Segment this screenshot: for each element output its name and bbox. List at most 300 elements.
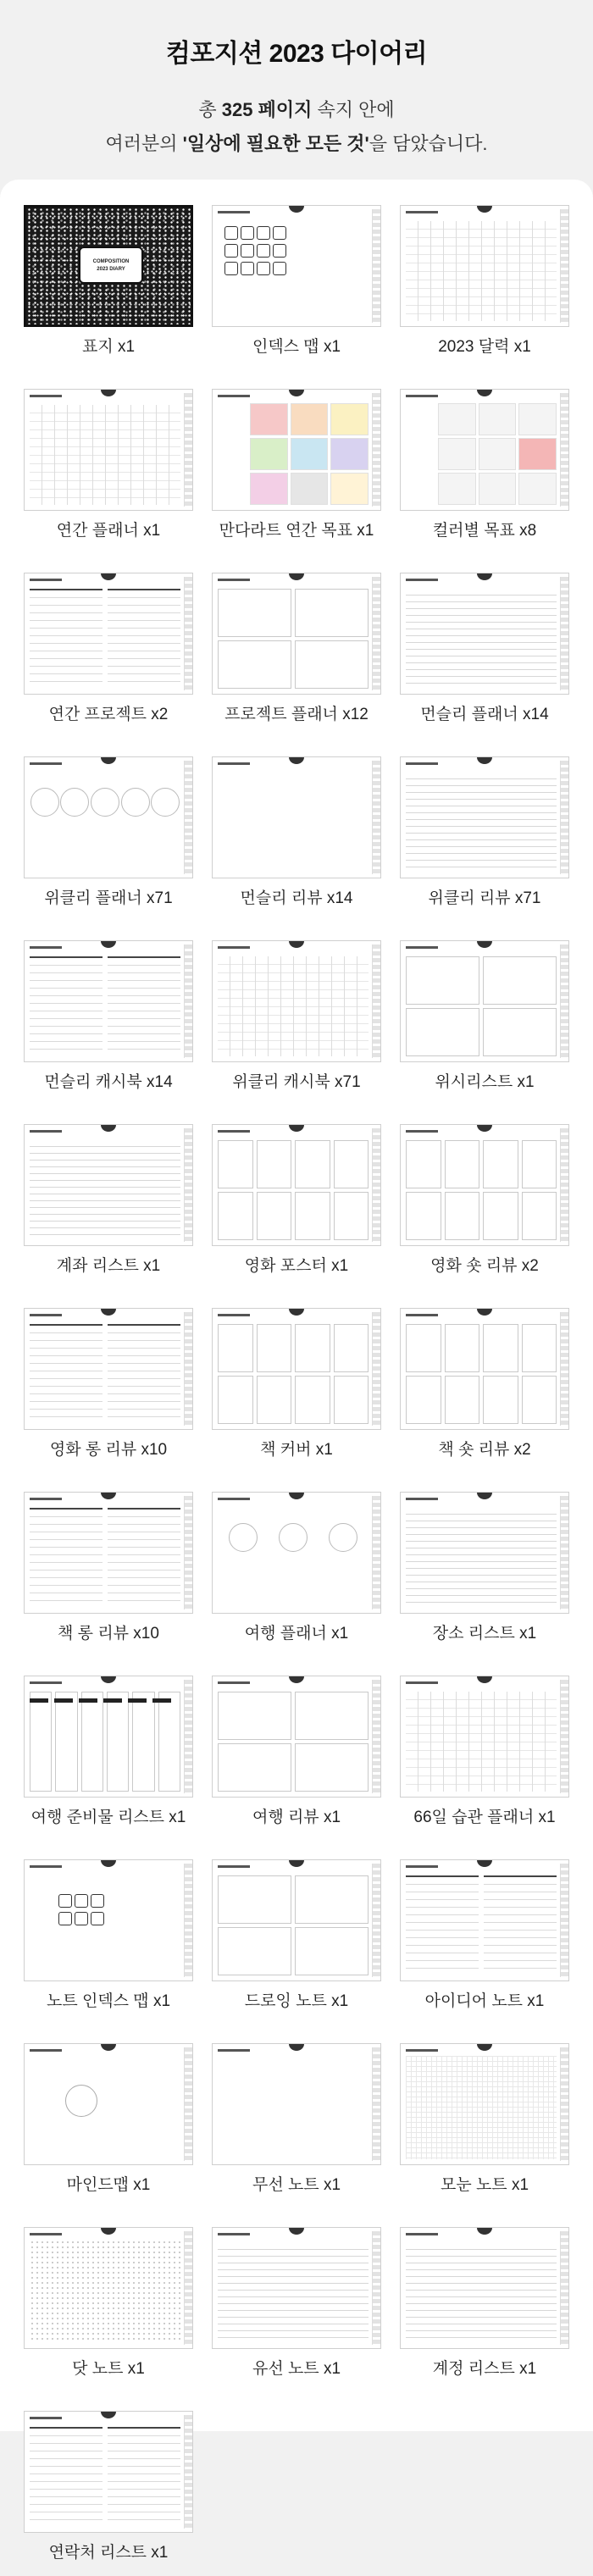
box (406, 1376, 441, 1424)
page-heading-bar (406, 1681, 438, 1684)
color-cell (330, 473, 369, 505)
page-type-label: 먼슬리 리뷰 x14 (240, 889, 353, 907)
color-cell (291, 438, 329, 470)
ruled-lines (218, 2243, 369, 2343)
index-tabs (372, 1864, 380, 1977)
icon-map (58, 1894, 103, 1925)
index-icon (58, 1912, 72, 1925)
page-heading-bar (406, 1130, 438, 1133)
binder-notch (101, 2227, 116, 2235)
box-grid (218, 1140, 369, 1240)
column (108, 2427, 180, 2527)
page-thumbnail (24, 1492, 193, 1614)
page-type-label: 연간 플래너 x1 (56, 522, 161, 540)
binder-notch (101, 2411, 116, 2418)
color-cell (330, 438, 369, 470)
index-icon (241, 226, 254, 240)
page-type-item (400, 1308, 569, 1473)
page-thumbnail (24, 940, 193, 1062)
circle (279, 1523, 308, 1552)
box (406, 956, 479, 1005)
page-thumbnail (24, 1859, 193, 1981)
index-tabs (372, 1680, 380, 1793)
page-heading-bar (218, 395, 250, 397)
page-thumbnail (212, 389, 381, 511)
index-tabs (372, 209, 380, 323)
index-icon (58, 1894, 72, 1908)
binder-notch (477, 940, 492, 948)
subtitle-text: 총 (198, 99, 222, 120)
box (406, 1008, 479, 1056)
index-icon (224, 262, 238, 275)
index-tabs (560, 1312, 568, 1426)
page-heading-bar (30, 1681, 62, 1684)
index-tabs (184, 1496, 192, 1609)
page-heading-bar (406, 2233, 438, 2235)
index-tabs (560, 945, 568, 1058)
color-grid (250, 403, 369, 505)
page-thumbnail (212, 1676, 381, 1798)
page-heading-bar (406, 2049, 438, 2052)
page-thumbnail (24, 205, 193, 327)
page-heading-bar (406, 762, 438, 765)
binder-notch (289, 205, 304, 213)
header (0, 0, 593, 178)
page-heading-bar (218, 2233, 250, 2235)
binder-notch (101, 756, 116, 764)
circle-row (218, 1523, 369, 1557)
page-type-item (212, 1859, 381, 2025)
box-grid (406, 1324, 557, 1424)
page-type-label: 마인드맵 x1 (66, 2176, 151, 2194)
index-tabs (560, 2047, 568, 2161)
page-heading-bar (218, 579, 250, 581)
page-heading-bar (218, 1681, 250, 1684)
binder-notch (101, 1124, 116, 1132)
icon-map (224, 226, 285, 275)
page-type-label: 모눈 노트 x1 (440, 2176, 529, 2194)
page-type-label: 노트 인덱스 맵 x1 (46, 1992, 171, 2010)
page-thumbnail (24, 2227, 193, 2349)
box (257, 1140, 292, 1188)
page-type-item (212, 2227, 381, 2392)
page-type-label: 영화 숏 리뷰 x2 (430, 1257, 539, 1275)
page-type-label: 무선 노트 x1 (252, 2176, 341, 2194)
page-type-label: 먼슬리 캐시북 x14 (44, 1073, 173, 1091)
page-thumbnail (212, 205, 381, 327)
subtitle-text: 여러분의 (105, 133, 183, 154)
color-cell (330, 403, 369, 435)
binder-notch (101, 940, 116, 948)
box (295, 1875, 369, 1924)
page-type-item (24, 2227, 193, 2392)
box (406, 1324, 441, 1372)
subtitle-bold: '일상에 필요한 모든 것' (182, 133, 369, 154)
binder-notch (289, 1308, 304, 1316)
index-tabs (184, 945, 192, 1058)
page-type-label: 여행 플래너 x1 (244, 1625, 349, 1643)
box (522, 1140, 557, 1188)
page-type-item (400, 205, 569, 370)
binder-notch (289, 1676, 304, 1683)
page-type-label: 연간 프로젝트 x2 (48, 706, 169, 723)
box (132, 1692, 154, 1792)
index-tabs (372, 945, 380, 1058)
column (30, 589, 103, 689)
page-type-label: 컬러별 목표 x8 (432, 522, 537, 540)
page-type-label: 연락처 리스트 x1 (48, 2544, 169, 2562)
page-type-item (212, 1124, 381, 1289)
page-heading-bar (406, 395, 438, 397)
page-heading-bar (218, 1130, 250, 1133)
box (218, 640, 291, 689)
table-grid (406, 1692, 557, 1792)
box-grid (218, 589, 369, 689)
ruled-lines (30, 1140, 180, 1240)
split-columns (30, 1324, 180, 1424)
index-tabs (372, 393, 380, 507)
column (30, 2427, 103, 2527)
page-thumbnail (400, 205, 569, 327)
page-heading-bar (406, 1498, 438, 1500)
page-type-label: 장소 리스트 x1 (432, 1625, 537, 1643)
circle-row (30, 788, 180, 822)
box (295, 1692, 369, 1740)
index-tabs (372, 1496, 380, 1609)
page-type-label: 닷 노트 x1 (72, 2360, 145, 2378)
ruled-lines (406, 2243, 557, 2343)
page-heading-bar (218, 2049, 250, 2052)
page-thumbnail (400, 2227, 569, 2349)
page-type-item (400, 1492, 569, 1657)
binder-notch (289, 2227, 304, 2235)
box (334, 1192, 369, 1240)
page-type-item (212, 389, 381, 554)
binder-notch (289, 756, 304, 764)
page-type-item (24, 205, 193, 370)
index-tabs (184, 1864, 192, 1977)
box (483, 1140, 518, 1188)
index-tabs (372, 577, 380, 690)
page-type-item (400, 756, 569, 922)
column (30, 1324, 103, 1424)
circle (60, 788, 89, 817)
page-thumbnail (400, 756, 569, 878)
box (483, 1324, 518, 1372)
category-bar (79, 1698, 97, 1703)
circle (30, 788, 59, 817)
split-columns (30, 956, 180, 1056)
box (406, 1192, 441, 1240)
index-tabs (560, 1680, 568, 1793)
page-type-item (24, 1308, 193, 1473)
index-icon (224, 244, 238, 258)
page-type-item (400, 1676, 569, 1841)
page-type-item (212, 756, 381, 922)
index-icon (241, 262, 254, 275)
binder-notch (477, 1124, 492, 1132)
page-type-label: 책 커버 x1 (260, 1441, 333, 1459)
binder-notch (477, 1308, 492, 1316)
square-grid (406, 2056, 557, 2159)
page-heading-bar (218, 946, 250, 949)
split-columns (406, 1875, 557, 1975)
page-type-label: 여행 준비물 리스트 x1 (30, 1809, 186, 1826)
box (218, 1324, 253, 1372)
color-cell (518, 473, 557, 505)
box (295, 589, 369, 637)
index-tabs (560, 1128, 568, 1242)
color-cell (479, 403, 517, 435)
page-heading-bar (30, 395, 62, 397)
subtitle-bold: 325 페이지 (221, 99, 313, 120)
box (295, 1743, 369, 1792)
box (522, 1192, 557, 1240)
page-type-label: 드로잉 노트 x1 (244, 1992, 349, 2010)
page-type-item (212, 2043, 381, 2208)
page-type-label: 표지 x1 (81, 338, 136, 356)
binder-notch (101, 2043, 116, 2051)
index-tabs (372, 2047, 380, 2161)
page-type-label: 위클리 플래너 x71 (44, 889, 173, 907)
index-tabs (184, 1680, 192, 1793)
page-thumbnail (212, 1308, 381, 1430)
binder-notch (477, 389, 492, 396)
page-thumbnail (400, 1308, 569, 1430)
page-thumbnail (212, 2227, 381, 2349)
box (81, 1692, 103, 1792)
page-thumbnail (400, 940, 569, 1062)
box (483, 956, 557, 1005)
color-cell (250, 403, 288, 435)
page-type-item (400, 389, 569, 554)
box (334, 1140, 369, 1188)
ruled-lines (406, 773, 557, 873)
box (445, 1376, 480, 1424)
page-thumbnail (24, 1676, 193, 1798)
box (522, 1324, 557, 1372)
subtitle-text: 속지 안에 (312, 99, 395, 120)
index-tabs (184, 1312, 192, 1426)
page-type-item (24, 1859, 193, 2025)
box (218, 1376, 253, 1424)
page-heading-bar (30, 946, 62, 949)
binder-notch (477, 2043, 492, 2051)
binder-notch (477, 1492, 492, 1499)
page-thumbnail (400, 1492, 569, 1614)
index-tabs (184, 393, 192, 507)
index-icon (91, 1912, 104, 1925)
box (218, 1192, 253, 1240)
index-tabs (184, 761, 192, 874)
category-bar (128, 1698, 147, 1703)
index-icon (257, 244, 270, 258)
color-cell (479, 473, 517, 505)
color-cell (518, 438, 557, 470)
box (483, 1376, 518, 1424)
page-heading-bar (30, 1498, 62, 1500)
page-type-item (24, 756, 193, 922)
page-type-label: 먼슬리 플래너 x14 (420, 706, 549, 723)
page-type-label: 프로젝트 플래너 x12 (224, 706, 369, 723)
box (218, 1140, 253, 1188)
column (108, 1508, 180, 1608)
page-type-item (24, 2411, 193, 2576)
page-heading-bar (30, 1314, 62, 1316)
split-columns (30, 589, 180, 689)
subtitle-line-1 (0, 93, 593, 127)
subtitle-line-2 (0, 127, 593, 161)
binder-notch (289, 389, 304, 396)
binder-notch (289, 940, 304, 948)
column (108, 589, 180, 689)
binder-notch (477, 573, 492, 580)
box-grid (406, 956, 557, 1056)
box (257, 1376, 292, 1424)
index-tabs (560, 209, 568, 323)
box (218, 1875, 291, 1924)
page-type-label: 영화 롱 리뷰 x10 (49, 1441, 168, 1459)
box (334, 1324, 369, 1372)
index-tabs (372, 761, 380, 874)
box (257, 1324, 292, 1372)
box (522, 1376, 557, 1424)
circle (91, 788, 119, 817)
index-icon (241, 244, 254, 258)
index-tabs (184, 577, 192, 690)
binder-notch (289, 2043, 304, 2051)
page-thumbnail (212, 573, 381, 695)
box-grid (406, 1140, 557, 1240)
page-heading-bar (30, 762, 62, 765)
page-type-label: 위클리 리뷰 x71 (428, 889, 541, 907)
category-bar (152, 1698, 171, 1703)
binder-notch (101, 1859, 116, 1867)
index-tabs (560, 2231, 568, 2345)
index-icon (75, 1912, 88, 1925)
binder-notch (101, 1676, 116, 1683)
page-heading-bar (30, 579, 62, 581)
page-type-label: 책 숏 리뷰 x2 (438, 1441, 531, 1459)
color-cell (438, 403, 476, 435)
dot-grid (30, 2240, 180, 2343)
box (445, 1192, 480, 1240)
page-thumbnail (400, 2043, 569, 2165)
split-columns (30, 1508, 180, 1608)
page-type-item (212, 1492, 381, 1657)
color-cell (438, 473, 476, 505)
page-thumbnail (212, 756, 381, 878)
binder-notch (101, 573, 116, 580)
page-thumbnail (24, 756, 193, 878)
page-type-item (24, 573, 193, 738)
box (55, 1692, 77, 1792)
page-type-label: 2023 달력 x1 (438, 338, 531, 356)
index-tabs (372, 2231, 380, 2345)
index-tabs (372, 1128, 380, 1242)
box (295, 1192, 330, 1240)
page-thumbnail (24, 573, 193, 695)
page-heading-bar (406, 1314, 438, 1316)
page-thumbnail (24, 1308, 193, 1430)
page-thumbnail (212, 1124, 381, 1246)
page-type-item (212, 205, 381, 370)
ruled-lines (406, 589, 557, 689)
box (334, 1376, 369, 1424)
box (483, 1008, 557, 1056)
page-heading-bar (406, 211, 438, 213)
color-cell (518, 403, 557, 435)
page-type-label: 계좌 리스트 x1 (56, 1257, 161, 1275)
page-type-item (24, 1124, 193, 1289)
page-heading-bar (30, 1865, 62, 1868)
box (158, 1692, 180, 1792)
ruled-lines (406, 1508, 557, 1608)
index-tabs (560, 1864, 568, 1977)
box-grid (218, 1324, 369, 1424)
index-icon (273, 244, 286, 258)
page-type-item (24, 1492, 193, 1657)
page-type-item (212, 573, 381, 738)
binder-notch (101, 389, 116, 396)
color-cell (438, 438, 476, 470)
page-heading-bar (218, 211, 250, 213)
binder-notch (477, 2227, 492, 2235)
index-tabs (184, 2047, 192, 2161)
page-heading-bar (406, 1865, 438, 1868)
page-type-item (400, 1859, 569, 2025)
page-thumbnail (212, 1859, 381, 1981)
box (257, 1192, 292, 1240)
circle (329, 1523, 357, 1552)
page-type-label: 위시리스트 x1 (435, 1073, 535, 1091)
circle (121, 788, 150, 817)
index-tabs (184, 2231, 192, 2345)
column (30, 1508, 103, 1608)
index-icon (224, 226, 238, 240)
table-grid (406, 221, 557, 321)
page-type-label: 인덱스 맵 x1 (252, 338, 341, 356)
index-icon (75, 1894, 88, 1908)
page-type-label: 여행 리뷰 x1 (252, 1809, 341, 1826)
box (218, 1743, 291, 1792)
table-grid (30, 405, 180, 505)
color-cell (291, 473, 329, 505)
box (295, 640, 369, 689)
page-heading-bar (218, 1314, 250, 1316)
box (218, 589, 291, 637)
page-type-item (212, 940, 381, 1105)
binder-notch (101, 1492, 116, 1499)
box (483, 1192, 518, 1240)
box (295, 1927, 369, 1975)
binder-notch (477, 1676, 492, 1683)
page-type-item (24, 2043, 193, 2208)
page-type-item (400, 573, 569, 738)
column (406, 1875, 479, 1975)
binder-notch (477, 1859, 492, 1867)
index-tabs (560, 393, 568, 507)
box (30, 1692, 52, 1792)
category-bar (103, 1698, 122, 1703)
binder-notch (289, 1124, 304, 1132)
index-tabs (372, 1312, 380, 1426)
box (295, 1140, 330, 1188)
color-cell (479, 438, 517, 470)
index-icon (273, 226, 286, 240)
index-tabs (560, 577, 568, 690)
page-heading-bar (218, 1498, 250, 1500)
